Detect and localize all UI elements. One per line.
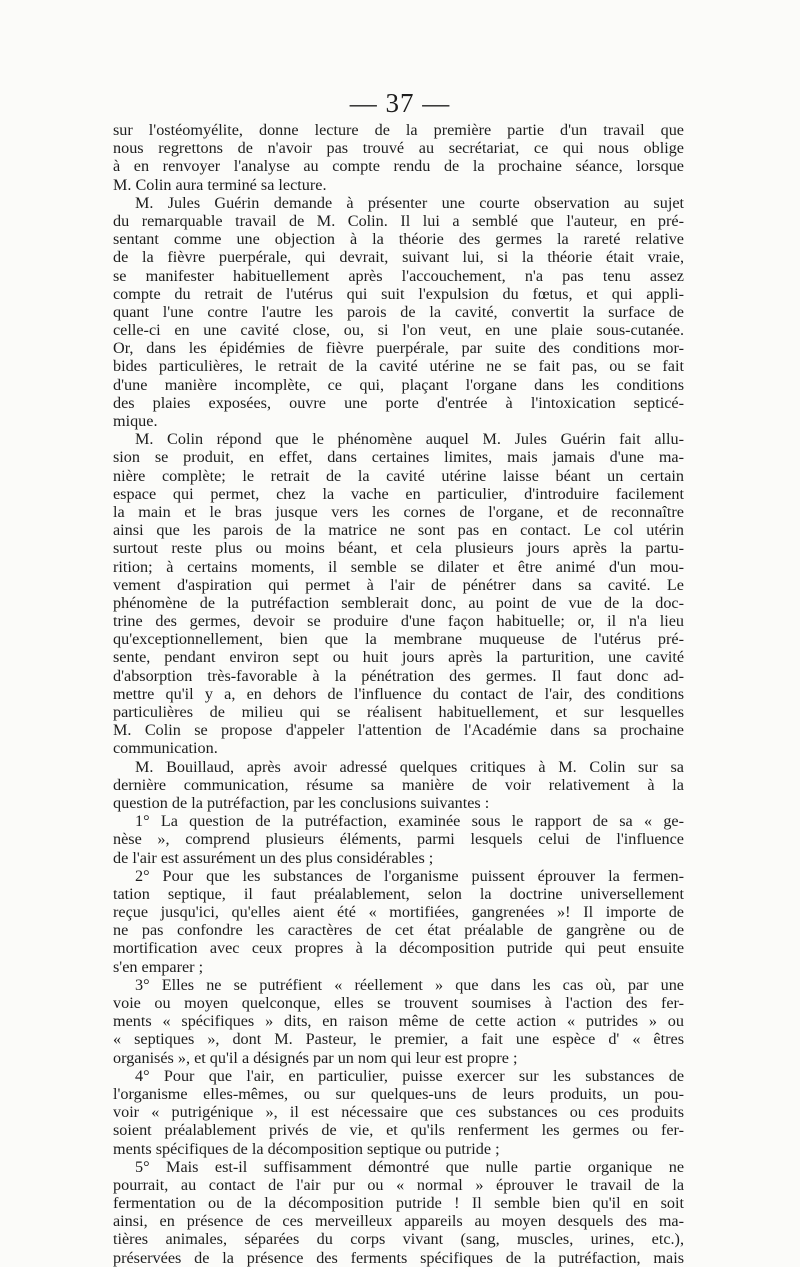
text-line: M. Bouillaud, après avoir adressé quelques critiques à M. Colin sur sa: [135, 757, 684, 776]
text-line: d'une manière incomplète, ce qui, plaçant l'organe dans les conditions: [113, 375, 684, 394]
text-line: dernière communication, résume sa manière de voir relativement à la: [113, 775, 684, 794]
text-line: qu'exceptionnellement, bien que la membrane muqueuse de l'utérus pré-: [113, 630, 684, 649]
text-line: sur l'ostéomyélite, donne lecture de la première partie d'un travail que: [113, 121, 684, 139]
text-line: voie ou moyen quelconque, elles se trouvent soumises à l'action des fer-: [113, 994, 684, 1012]
text-line: celle-ci en une cavité close, ou, si l'on veut, en une plaie sous-cutanée.: [113, 321, 684, 340]
text-line: bides particulières, le retrait de la cavité utérine ne se fait pas, ou se fait: [113, 357, 684, 376]
text-line: reçue jusqu'ici, qu'elles aient été « mortifiées, gangrenées »! Il importe de: [113, 903, 684, 922]
text-line: phénomène de la putréfaction semblerait donc, au point de vue de la doc-: [113, 593, 684, 612]
text-line: tières animales, séparées du corps vivant (sang, muscles, urines, etc.),: [113, 1230, 684, 1249]
text-line: quant l'une contre l'autre les parois de la cavité, convertit la surface de: [113, 302, 684, 321]
text-line: 3° Elles ne se putréfient « réellement » que dans les cas où, par une: [135, 975, 684, 994]
text-line: l'organisme elles-mêmes, ou sur quelques-uns de leurs produits, un pou-: [113, 1084, 684, 1103]
text-line: communication.: [113, 739, 218, 758]
text-line: 2° Pour que les substances de l'organisme puissent éprouver la fermen-: [135, 866, 684, 885]
text-line: pourrait, au contact de l'air pur ou « normal » éprouver le travail de la: [113, 1175, 684, 1194]
text-line: soient préalablement privés de vie, et qu'ils renferment les germes ou fer-: [113, 1121, 684, 1140]
text-line: s'en emparer ;: [113, 957, 204, 976]
text-line: question de la putréfaction, par les conclusions suivantes :: [113, 793, 490, 812]
text-line: sentant comme une objection à la théorie des germes la rareté relative: [113, 230, 684, 249]
text-line: M. Colin aura terminé sa lecture.: [113, 175, 327, 194]
text-line: nèse », comprend plusieurs éléments, parmi lesquels celui de l'influence: [113, 830, 684, 849]
text-line: des plaies exposées, ouvre une porte d'entrée à l'intoxication septicé-: [113, 393, 684, 412]
text-line: nous regrettons de n'avoir pas trouvé au secrétariat, ce qui nous oblige: [113, 139, 684, 158]
text-line: sion se produit, en effet, dans certaines limites, mais jamais d'une ma-: [113, 448, 684, 467]
text-line: 4° Pour que l'air, en particulier, puisse exercer sur les substances de: [135, 1066, 684, 1085]
text-line: ments « spécifiques » dits, en raison même de cette action « putrides » ou: [113, 1012, 684, 1031]
text-line: de la fièvre puerpérale, qui devrait, suivant lui, si la théorie était vraie,: [113, 248, 684, 267]
text-line: Or, dans les épidémies de fièvre puerpérale, par suite des conditions mor-: [113, 339, 684, 358]
text-line: la main et le bras jusque vers les cornes de l'organe, et de reconnaître: [113, 502, 684, 521]
text-line: organisés », et qu'il a désignés par un nom qui leur est propre ;: [113, 1048, 518, 1067]
text-line: particulières de milieu qui se réalisent habituellement, et sur lesquelles: [113, 703, 684, 721]
text-line: M. Colin répond que le phénomène auquel M. Jules Guérin fait allu-: [135, 430, 684, 449]
text-line: 5° Mais est-il suffisamment démontré que nulle partie organique ne: [135, 1157, 684, 1176]
text-line: compte du retrait de l'utérus qui suit l'expulsion du fœtus, et qui appli-: [113, 284, 684, 303]
text-line: ainsi que les parois de la matrice ne sont pas en contact. Le col utérin: [113, 521, 684, 540]
text-line: rition; à certains moments, il semble se dilater et être animé d'un mou-: [113, 557, 684, 576]
text-line: surtout reste plus ou moins béant, et cela plusieurs jours après la partu-: [113, 539, 684, 558]
text-line: ments spécifiques de la décomposition septique ou putride ;: [113, 1139, 500, 1158]
text-line: se manifester habituellement après l'accouchement, n'a pas tenu assez: [113, 266, 684, 285]
text-line: mettre qu'il y a, en dehors de l'influence du contact de l'air, des conditions: [113, 684, 684, 703]
text-line: « septiques », dont M. Pasteur, le premier, a fait une espèce d' « êtres: [113, 1030, 684, 1049]
text-line: du remarquable travail de M. Colin. Il lui a semblé que l'auteur, en pré-: [113, 211, 684, 230]
text-line: nière complète; le retrait de la cavité utérine laisse béant un certain: [113, 466, 684, 485]
text-line: à en renvoyer l'analyse au compte rendu de la prochaine séance, lorsque: [113, 157, 684, 176]
text-line: sente, pendant environ sept ou huit jours après la parturition, une cavité: [113, 648, 684, 667]
text-line: espace qui permet, chez la vache en particulier, d'introduire facilement: [113, 484, 684, 503]
text-line: trine des germes, devoir se produire d'une façon habituelle; or, il n'a lieu: [113, 612, 684, 631]
page-number: — 37 —: [349, 88, 451, 118]
text-line: préservées de la présence des ferments spécifiques de la putréfaction, mais: [113, 1248, 684, 1267]
text-line: mique.: [113, 412, 158, 430]
text-line: ainsi, en présence de ces merveilleux appareils au moyen desquels des ma-: [113, 1212, 684, 1231]
text-line: d'absorption très-favorable à la pénétration des germes. Il faut donc ad-: [113, 666, 684, 685]
text-line: vement d'aspiration qui permet à l'air de pénétrer dans sa cavité. Le: [113, 575, 684, 594]
text-line: 1° La question de la putréfaction, examinée sous le rapport de sa « ge-: [135, 812, 684, 831]
text-line: ne pas confondre les caractères de cet état préalable de gangrène ou de: [113, 921, 684, 940]
text-line: M. Jules Guérin demande à présenter une courte observation au sujet: [135, 193, 684, 212]
text-line: mortification avec ceux propres à la décomposition putride qui peut ensuite: [113, 939, 684, 958]
text-line: voir « putrigénique », il est nécessaire que ces substances ou ces produits: [113, 1103, 684, 1122]
text-line: fermentation ou de la décomposition putride ! Il semble bien qu'il en soit: [113, 1194, 684, 1213]
text-line: M. Colin se propose d'appeler l'attention de l'Académie dans sa prochaine: [113, 721, 684, 740]
text-line: de l'air est assurément un des plus considérables ;: [113, 848, 434, 867]
text-line: tation septique, il faut préalablement, selon la doctrine universellement: [113, 884, 684, 903]
body-text: [113, 121, 684, 1267]
